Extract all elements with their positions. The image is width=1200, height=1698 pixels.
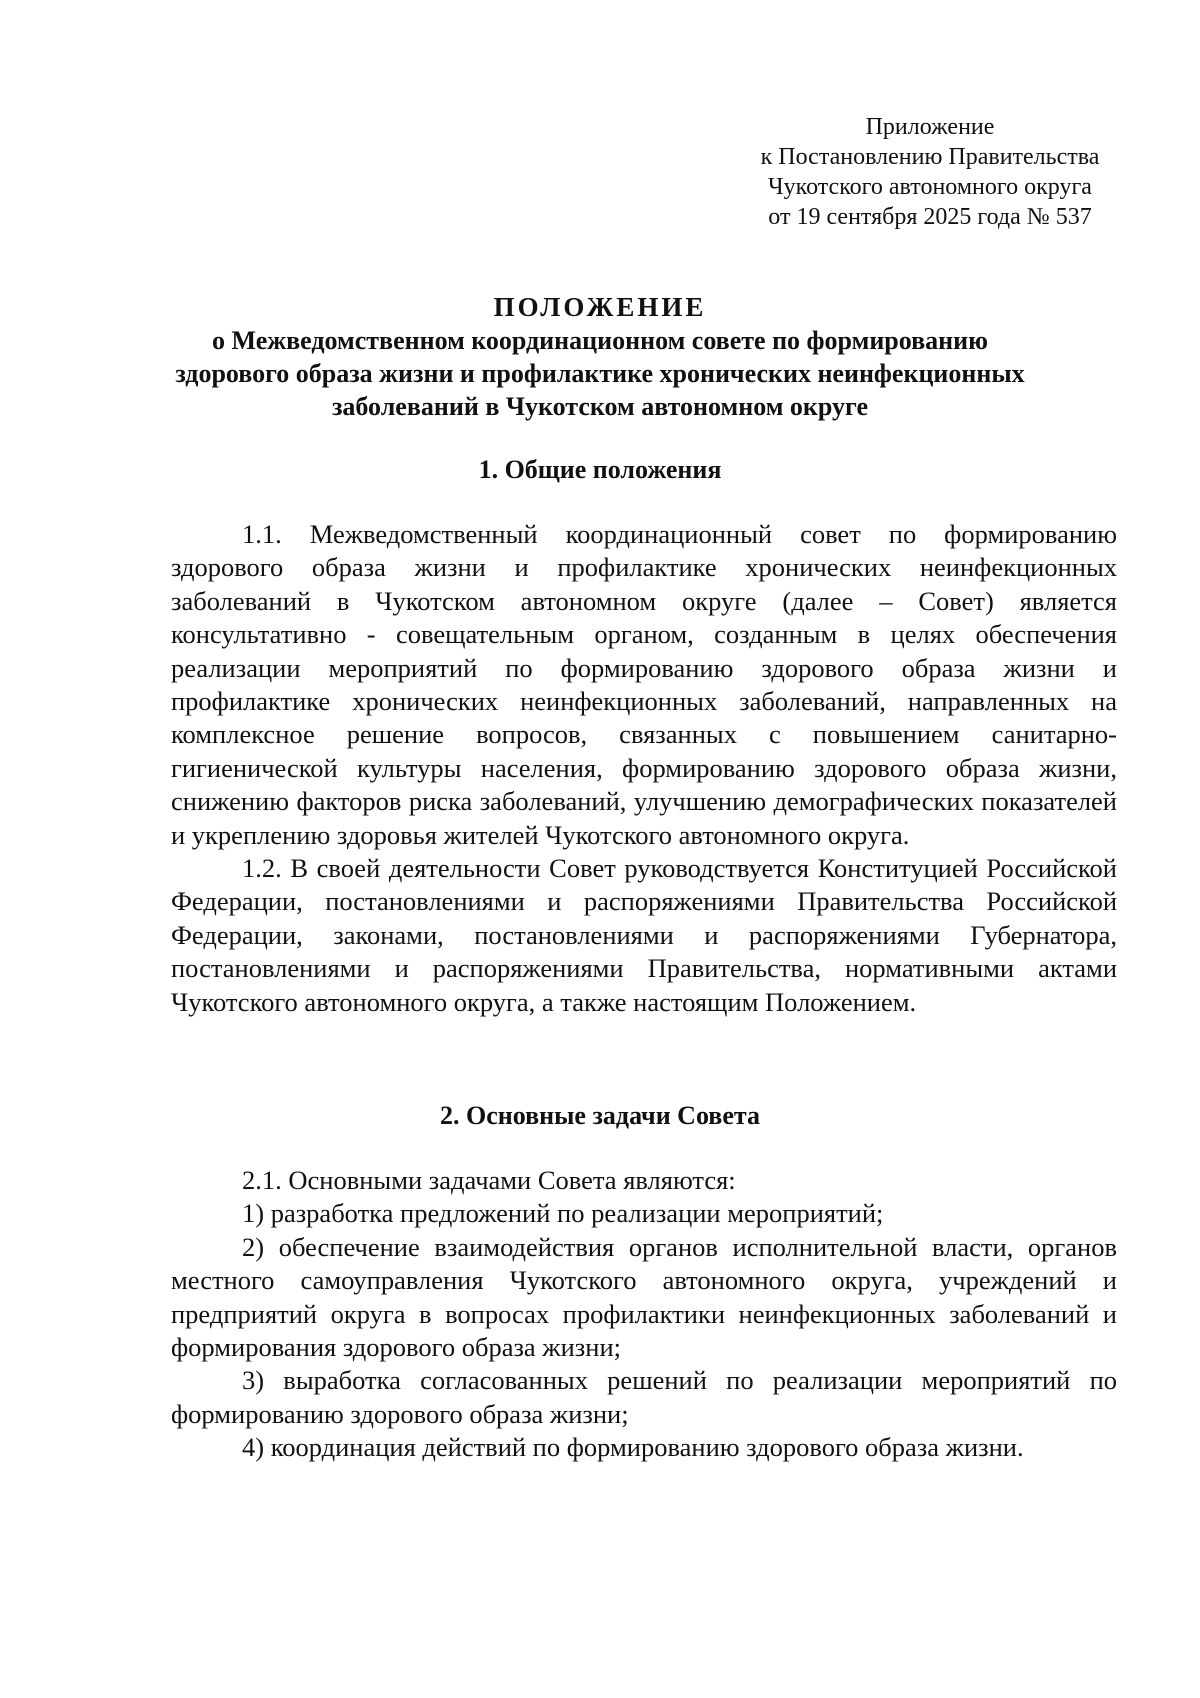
section-body <box>171 1164 1117 1465</box>
paragraph: 1.2. В своей деятельности Совет руководствуется Конституцией Российской Федерации, постановлениями и распоряжениями Правительства Российской Федерации, законами, постановлениями и распоряжениями Губернатора, постановлениями и распоряжениями Правительства, нормативными актами Чукотского автономного округа, а также настоящим Положением. <box>171 853 1117 1017</box>
section-heading: 1. Общие положения <box>478 455 722 484</box>
title-sub-line: здорового образа жизни и профилактике хронических неинфекционных <box>175 359 1025 388</box>
section-body <box>171 518 1117 1019</box>
list-item: 3) выработка согласованных решений по реализации мероприятий по формированию здорового образа жизни; <box>171 1365 1117 1429</box>
paragraph: 2.1. Основными задачами Совета являются: <box>242 1165 736 1195</box>
title-sub-line: заболеваний в Чукотском автономном округе <box>331 392 869 421</box>
appendix-line: Приложение <box>865 114 995 140</box>
appendix-line: от 19 сентября 2025 года № 537 <box>768 204 1092 230</box>
appendix-note <box>740 112 1120 232</box>
appendix-line: к Постановлению Правительства <box>760 144 1100 170</box>
list-item: 4) координация действий по формированию здорового образа жизни. <box>242 1432 1024 1463</box>
title-main: ПОЛОЖЕНИЕ <box>493 292 707 322</box>
list-item: 1) разработка предложений по реализации мероприятий; <box>242 1198 884 1229</box>
title-sub-line: о Межведомственном координационном совете по формированию <box>212 326 988 355</box>
section-heading: 2. Основные задачи Совета <box>440 1101 760 1130</box>
document-title <box>150 290 1050 423</box>
appendix-line: Чукотского автономного округа <box>768 174 1092 200</box>
paragraph: 1.1. Межведомственный координационный совет по формированию здорового образа жизни и профилактике хронических неинфекционных заболеваний в Чукотском автономном округе (далее – Совет) является консультативно - совещательным органом, созданным в целях обеспечения реализации мероприятий по формированию здорового образа жизни и профилактике хронических неинфекционных заболеваний, направленных на комплексное решение вопросов, связанных с повышением санитарно-гигиенической культуры населения, формированию здорового образа жизни, снижению факторов риска заболеваний, улучшению демографических показателей и укреплению здоровья жителей Чукотского автономного округа. <box>171 519 1117 850</box>
list-item: 2) обеспечение взаимодействия органов исполнительной власти, органов местного самоуправления Чукотского автономного округа, учреждений и предприятий округа в вопросах профилактики неинфекционных заболеваний и формирования здорового образа жизни; <box>171 1231 1117 1363</box>
